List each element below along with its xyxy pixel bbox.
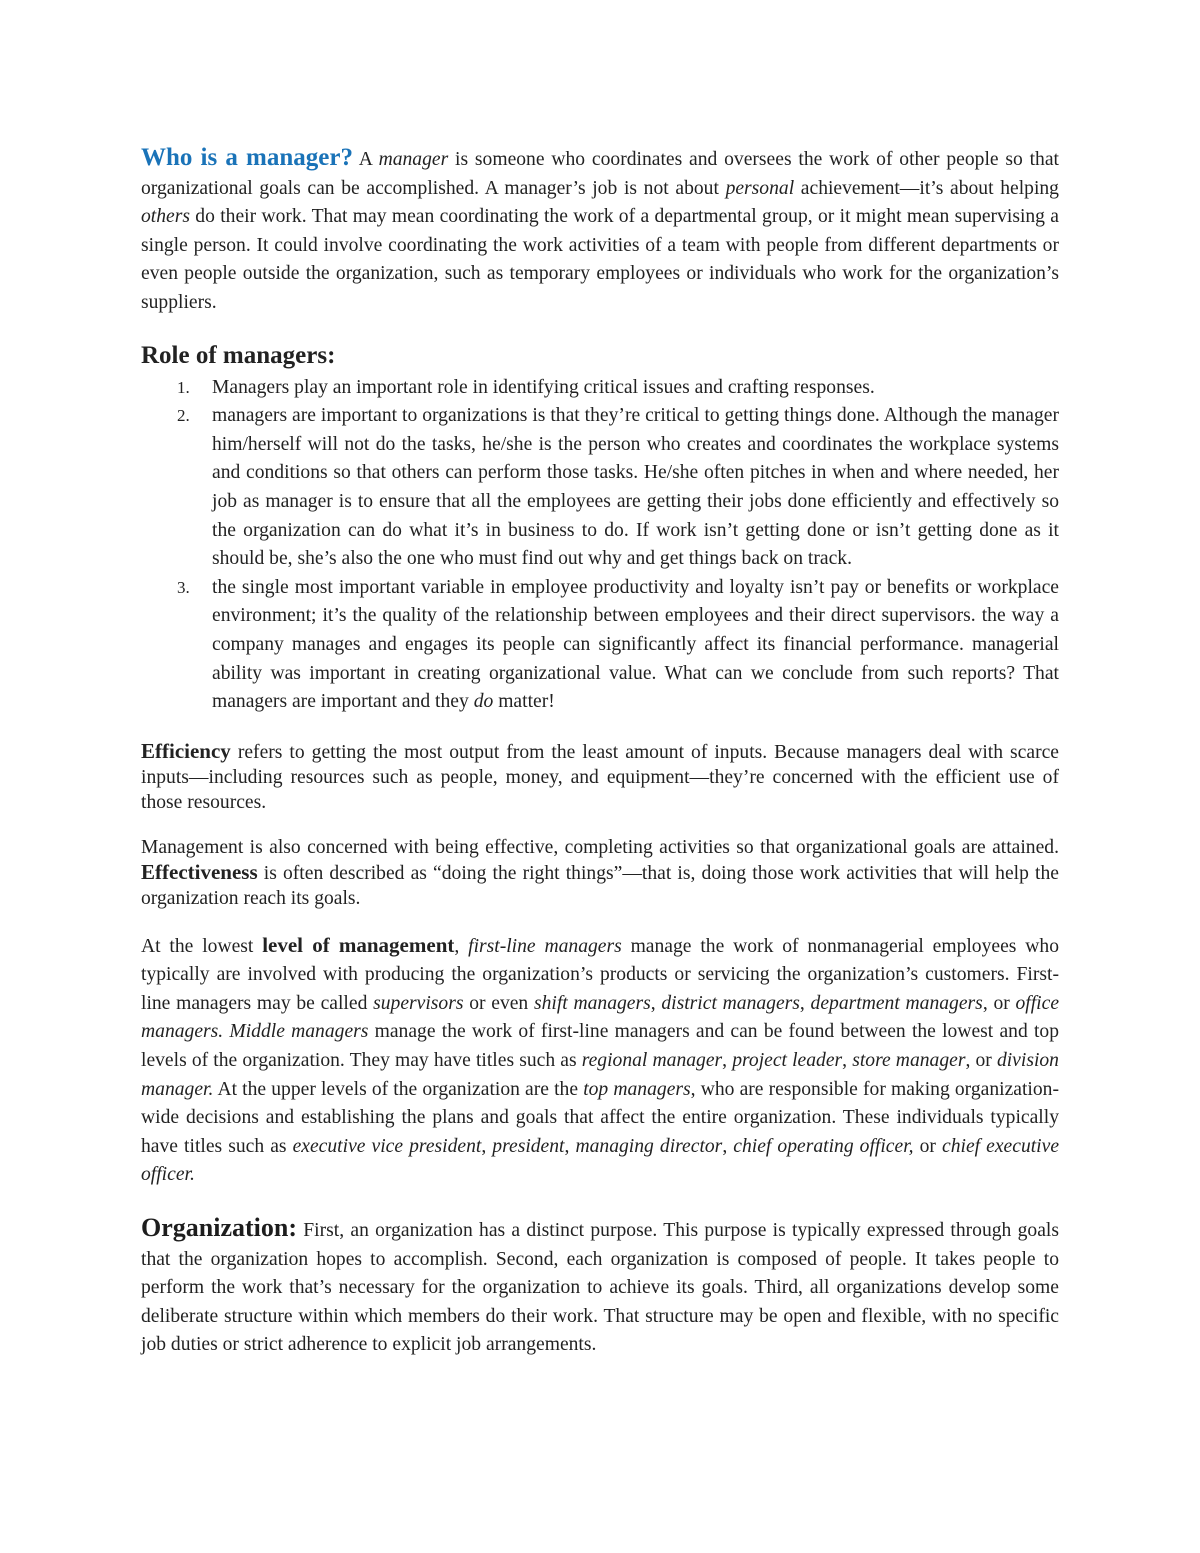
list-text: the single most important variable in employee productivity and loyalty isn’t pay or benefits or workplace environment; it’s the quality of the relationship between employees and their direct supervisors. the way a company manages and engages its people can significantly affect its financial performance. managerial ability was important in creating organizational value. What can we conclude from such reports? That managers are important and they	[212, 576, 1059, 713]
italic-term: others	[141, 206, 190, 228]
list-text: Managers play an important role in identifying critical issues and crafting responses.	[212, 376, 875, 398]
text-run: ,	[722, 1050, 733, 1072]
italic-term: store manager	[852, 1050, 966, 1072]
text-run: Management is also concerned with being effective, completing activities so that organizational goals are attained.	[141, 836, 1059, 858]
italic-term: manager	[378, 149, 449, 170]
organization-paragraph	[141, 1214, 1059, 1360]
text-run: do their work. That may mean coordinating the work of a departmental group, or it might mean supervising a single person. It could involve coordinating the work activities of a team with people from different departments or even people outside the organization, such as temporary employees or individuals who work for the organization’s suppliers.	[141, 206, 1059, 313]
text-run: ,	[799, 992, 811, 1014]
text-run: manage the work of first-line managers and can be found between the lowest and top levels of the organization. They may have titles such as	[141, 1021, 1060, 1072]
italic-term: president	[492, 1135, 565, 1157]
text-run: ,	[454, 935, 469, 957]
text-run: ,	[722, 1135, 734, 1157]
italic-term: first-line managers	[468, 935, 622, 957]
text-run: or	[913, 1135, 943, 1157]
list-number: 1.	[177, 377, 190, 397]
list-text-tail: matter!	[493, 691, 555, 713]
italic-term: personal	[725, 177, 795, 199]
role-heading: Role of managers:	[141, 341, 336, 369]
text-run: is someone who coordinates and oversees the work of other people so that organizational goals can be accomplished. A manager’s job is not about	[141, 149, 1059, 199]
level-of-management-term: level of management	[262, 932, 455, 957]
list-text: managers are important to organizations is that they’re critical to getting things done. Although the manager him/herself will not do the tasks, he/she is the person who creates and coordinates the workplace systems and conditions so that others can perform those tasks. He/she often pitches in when and where needed, her job as manager is to ensure that all the employees are getting their jobs done efficiently and effectively so the organization can do what it’s in business to do. If work isn’t getting done or isn’t getting done as it should be, she’s also the one who must find out why and get things back on track.	[212, 405, 1059, 570]
text-run: ,	[842, 1050, 853, 1072]
italic-term: do	[473, 691, 494, 713]
text-run: First, an organization has a distinct purpose. This purpose is typically expressed through goals that the organization hopes to accomplish. Second, each organization is composed of people. It takes people to perform the work that’s necessary for the organization to achieve its goals. Third, all organizations develop some deliberate structure within which members do their work. That structure may be open and flexible, with no specific job duties or strict adherence to explicit job arrangements.	[141, 1220, 1059, 1356]
italic-term: chief operating officer,	[733, 1135, 914, 1157]
list-number: 2.	[177, 406, 190, 426]
document-page	[141, 140, 1059, 1360]
text-run: is often described as “doing the right things”—that is, doing those work activities that will help the organization reach its goals.	[141, 862, 1059, 909]
role-list	[141, 374, 1059, 717]
italic-term: regional manager	[581, 1050, 723, 1072]
text-run: refers to getting the most output from the least amount of inputs. Because managers deal with scarce inputs—including resources such as people, money, and equipment—they’re concerned with the efficient use of those resources.	[141, 741, 1059, 813]
text-run: , who are responsible for making organization-wide decisions and establishing the plans and goals that affect the entire organization. These individuals typically have titles such as	[141, 1078, 1059, 1157]
italic-term: department managers	[810, 992, 983, 1014]
efficiency-term: Efficiency	[141, 738, 231, 763]
italic-term: managing director	[575, 1135, 723, 1157]
italic-term: supervisors	[373, 992, 464, 1014]
effectiveness-term: Effectiveness	[141, 859, 258, 884]
manager-heading: Who is a manager?	[141, 144, 353, 171]
italic-term: top managers	[583, 1078, 691, 1100]
text-run: , or	[982, 992, 1016, 1014]
list-item	[141, 374, 1059, 403]
text-run: At the upper levels of the organization are the	[213, 1078, 584, 1100]
efficiency-paragraph	[141, 739, 1059, 815]
text-run: ,	[481, 1135, 493, 1157]
list-item	[141, 574, 1059, 717]
list-item	[141, 402, 1059, 574]
text-run: A	[352, 149, 379, 170]
list-number: 3.	[177, 577, 190, 597]
levels-paragraph	[141, 931, 1059, 1190]
text-run: ,	[650, 992, 662, 1014]
italic-term: project leader	[732, 1050, 843, 1072]
italic-term: shift managers	[533, 992, 651, 1014]
manager-paragraph	[141, 144, 1059, 318]
italic-term: office managers. Middle managers	[141, 992, 1060, 1043]
text-run: ,	[564, 1135, 576, 1157]
text-run: manage the work of nonmanagerial employees who typically are involved with producing the organization’s products or servicing the organization’s customers. First-line managers may be called	[141, 935, 1060, 1014]
italic-term: division manager.	[141, 1050, 1059, 1100]
text-run: achievement—it’s about helping	[794, 177, 1059, 199]
italic-term: chief executive officer.	[141, 1135, 1060, 1186]
text-run: At the lowest	[141, 935, 263, 957]
text-run: , or	[965, 1050, 997, 1072]
organization-heading: Organization:	[141, 1213, 297, 1243]
italic-term: executive vice president	[292, 1135, 482, 1157]
italic-term: district managers	[661, 992, 800, 1014]
effectiveness-paragraph	[141, 835, 1059, 911]
text-run: or even	[463, 992, 534, 1014]
